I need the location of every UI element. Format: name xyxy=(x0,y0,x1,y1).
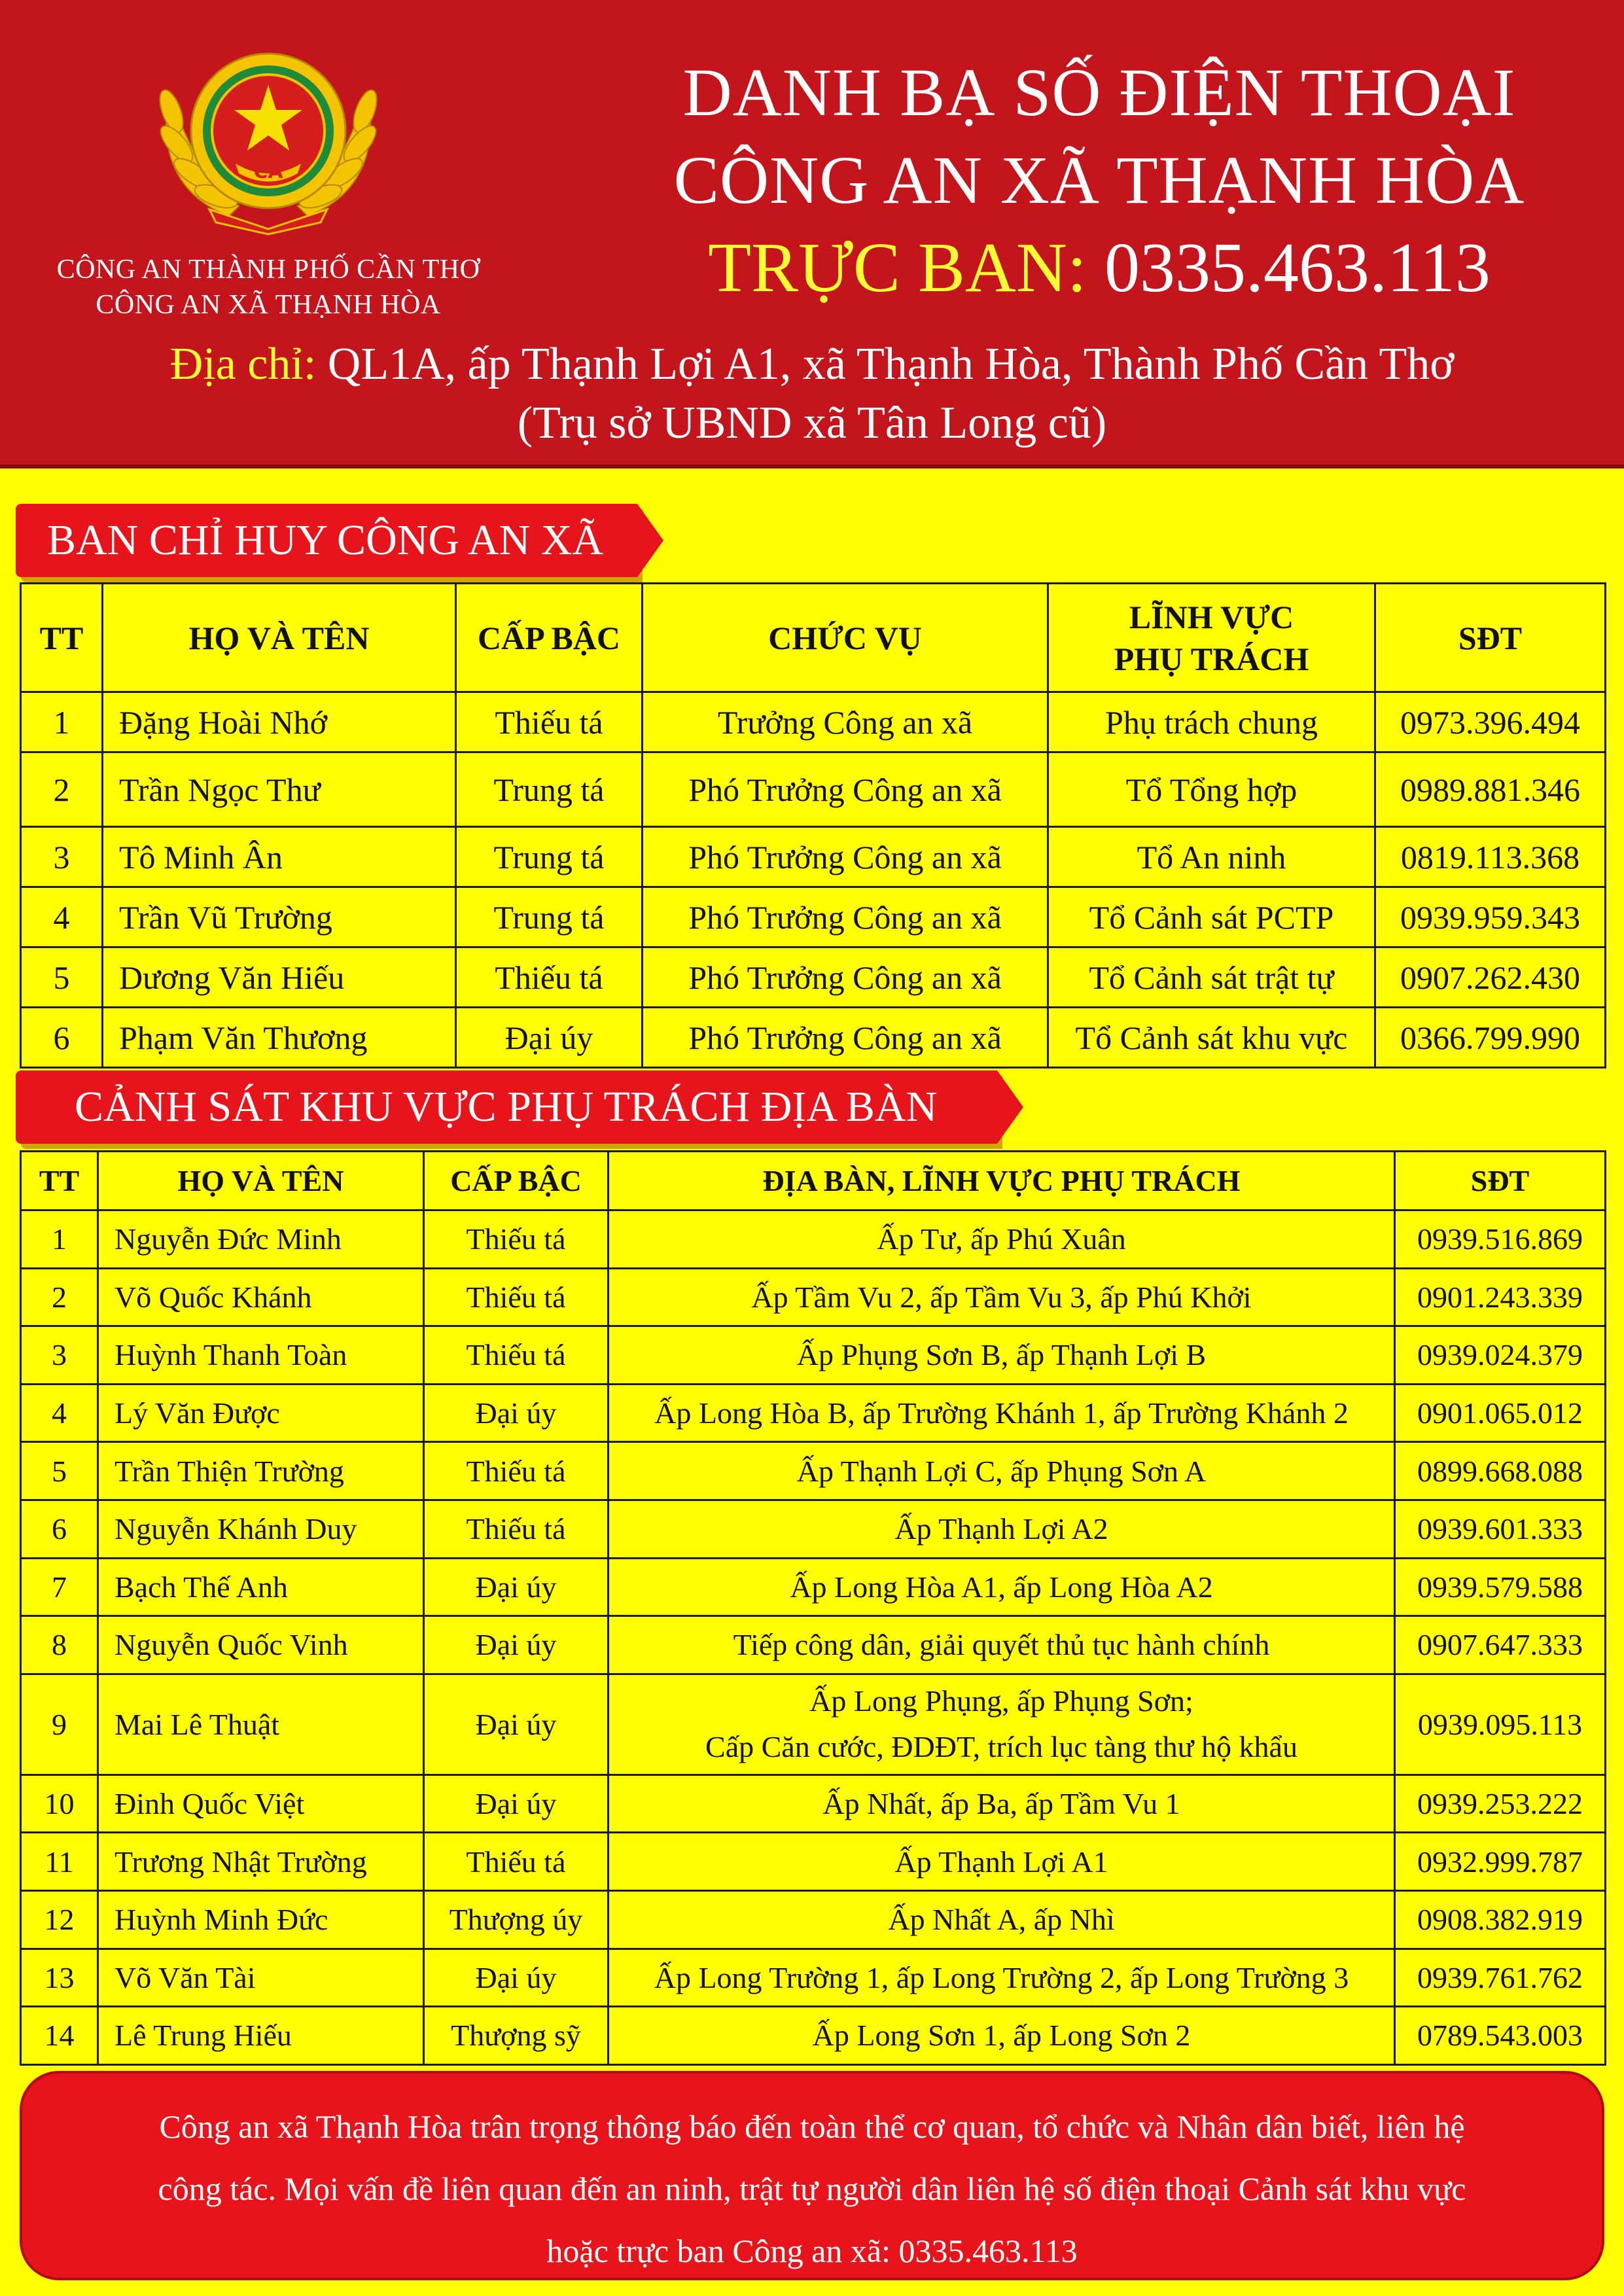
cell-phone: 0819.113.368 xyxy=(1375,827,1606,887)
cell-field: Phụ trách chung xyxy=(1048,692,1375,752)
cell-field: Tổ Tổng hợp xyxy=(1048,752,1375,827)
cell-rank: Thượng sỹ xyxy=(424,2007,609,2065)
cell-area: Ấp Nhất A, ấp Nhì xyxy=(609,1890,1395,1949)
cell-rank: Thiếu tá xyxy=(424,1326,609,1385)
cell-name: Trần Ngọc Thư xyxy=(103,752,456,827)
cell-position: Phó Trưởng Công an xã xyxy=(643,1008,1048,1068)
table-row xyxy=(21,887,1606,947)
cell-phone: 0901.065.012 xyxy=(1395,1384,1606,1442)
cell-phone: 0939.579.588 xyxy=(1395,1558,1606,1616)
cell-name: Đinh Quốc Việt xyxy=(98,1775,424,1833)
table-row xyxy=(21,1674,1606,1775)
cell-phone: 0939.024.379 xyxy=(1395,1326,1606,1385)
section-title-area: CẢNH SÁT KHU VỰC PHỤ TRÁCH ĐỊA BÀN xyxy=(16,1070,997,1144)
cell-rank: Đại úy xyxy=(424,1558,609,1616)
cell-area xyxy=(609,1674,1395,1775)
cell-field: Tổ Cảnh sát trật tự xyxy=(1048,947,1375,1008)
header-rank: CẤP BẬC xyxy=(424,1152,609,1210)
cell-tt: 5 xyxy=(21,947,103,1008)
cell-tt: 8 xyxy=(21,1616,98,1674)
address-line xyxy=(0,335,1624,394)
cell-phone: 0907.262.430 xyxy=(1375,947,1606,1008)
cell-name: Huỳnh Thanh Toàn xyxy=(98,1326,424,1385)
cell-rank: Thiếu tá xyxy=(424,1210,609,1269)
cell-field: Tổ An ninh xyxy=(1048,827,1375,887)
cell-name: Trần Thiện Trường xyxy=(98,1442,424,1500)
org-line-commune: CÔNG AN XÃ THẠNH HÒA xyxy=(96,290,441,320)
table-header-row xyxy=(21,1152,1606,1210)
cell-phone: 0973.396.494 xyxy=(1375,692,1606,752)
table-row xyxy=(21,2007,1606,2065)
table-row xyxy=(21,1775,1606,1833)
cell-phone: 0939.959.343 xyxy=(1375,887,1606,947)
cell-tt: 6 xyxy=(21,1008,103,1068)
header-name: HỌ VÀ TÊN xyxy=(98,1152,424,1210)
cell-tt: 14 xyxy=(21,2007,98,2065)
cell-rank: Đại úy xyxy=(424,1775,609,1833)
cell-area-line-1: Ấp Long Phụng, ấp Phụng Sơn; xyxy=(809,1684,1193,1718)
command-table xyxy=(20,582,1606,1069)
cell-rank: Đại úy xyxy=(424,1616,609,1674)
cell-rank: Thiếu tá xyxy=(456,692,643,752)
cell-rank: Đại úy xyxy=(424,1949,609,2007)
page-title-line-1: DANH BẠ SỐ ĐIỆN THOẠI xyxy=(682,55,1516,130)
notice-line-2: công tác. Mọi vấn đề liên quan đến an ninh, trật tự người dân liên hệ số điện thoại Cảnh sát khu vực xyxy=(158,2170,1466,2207)
cell-tt: 4 xyxy=(21,887,103,947)
hotline-number: 0335.463.113 xyxy=(1104,229,1491,307)
cell-area-line-2: Cấp Căn cước, ĐDĐT, trích lục tàng thư hộ khẩu xyxy=(705,1730,1297,1764)
cell-name: Nguyễn Khánh Duy xyxy=(98,1500,424,1558)
cell-name: Trần Vũ Trường xyxy=(103,887,456,947)
cell-area: Ấp Nhất, ấp Ba, ấp Tầm Vu 1 xyxy=(609,1775,1395,1833)
cell-rank: Trung tá xyxy=(456,752,643,827)
header-tt: TT xyxy=(21,584,103,692)
cell-tt: 4 xyxy=(21,1384,98,1442)
cell-rank: Thiếu tá xyxy=(424,1268,609,1326)
cell-rank: Thiếu tá xyxy=(424,1500,609,1558)
cell-area: Tiếp công dân, giải quyết thủ tục hành chính xyxy=(609,1616,1395,1674)
cell-name: Nguyễn Quốc Vinh xyxy=(98,1616,424,1674)
cell-phone: 0908.382.919 xyxy=(1395,1890,1606,1949)
cell-phone: 0939.253.222 xyxy=(1395,1775,1606,1833)
section-title-command: BAN CHỈ HUY CÔNG AN XÃ xyxy=(16,504,637,577)
cell-area: Ấp Phụng Sơn B, ấp Thạnh Lợi B xyxy=(609,1326,1395,1385)
table-row xyxy=(21,1890,1606,1949)
cell-tt: 3 xyxy=(21,827,103,887)
cell-position: Phó Trưởng Công an xã xyxy=(643,827,1048,887)
header-area: ĐỊA BÀN, LĨNH VỰC PHỤ TRÁCH xyxy=(609,1152,1395,1210)
cell-name: Võ Văn Tài xyxy=(98,1949,424,2007)
table-row xyxy=(21,752,1606,827)
cell-area: Ấp Tầm Vu 2, ấp Tầm Vu 3, ấp Phú Khởi xyxy=(609,1268,1395,1326)
cell-name: Phạm Văn Thương xyxy=(103,1008,456,1068)
header-banner xyxy=(0,0,1624,468)
cell-tt: 5 xyxy=(21,1442,98,1500)
table-row xyxy=(21,1558,1606,1616)
cell-tt: 1 xyxy=(21,692,103,752)
cell-rank: Đại úy xyxy=(424,1674,609,1775)
cell-name: Huỳnh Minh Đức xyxy=(98,1890,424,1949)
table-row xyxy=(21,947,1606,1008)
cell-phone: 0939.601.333 xyxy=(1395,1500,1606,1558)
cell-name: Đặng Hoài Nhớ xyxy=(103,692,456,752)
police-emblem-icon xyxy=(131,33,406,236)
cell-position: Phó Trưởng Công an xã xyxy=(643,887,1048,947)
cell-phone: 0939.095.113 xyxy=(1395,1674,1606,1775)
table-row xyxy=(21,1949,1606,2007)
notice-line-1: Công an xã Thạnh Hòa trân trọng thông báo đến toàn thể cơ quan, tổ chức và Nhân dân biết, liên hệ xyxy=(159,2108,1465,2145)
cell-area: Ấp Long Sơn 1, ấp Long Sơn 2 xyxy=(609,2007,1395,2065)
notice-box xyxy=(20,2071,1604,2280)
table-row xyxy=(21,1326,1606,1385)
cell-tt: 3 xyxy=(21,1326,98,1385)
cell-rank: Thiếu tá xyxy=(456,947,643,1008)
header-phone: SĐT xyxy=(1395,1152,1606,1210)
page-title-line-2: CÔNG AN XÃ THẠNH HÒA xyxy=(673,143,1525,218)
cell-rank: Đại úy xyxy=(456,1008,643,1068)
table-row xyxy=(21,1268,1606,1326)
cell-area: Ấp Long Hòa A1, ấp Long Hòa A2 xyxy=(609,1558,1395,1616)
cell-name: Lý Văn Được xyxy=(98,1384,424,1442)
cell-phone: 0789.543.003 xyxy=(1395,2007,1606,2065)
header-rank: CẤP BẬC xyxy=(456,584,643,692)
cell-tt: 10 xyxy=(21,1775,98,1833)
cell-rank: Đại úy xyxy=(424,1384,609,1442)
cell-name: Bạch Thế Anh xyxy=(98,1558,424,1616)
cell-rank: Thiếu tá xyxy=(424,1442,609,1500)
header-field-line-2: PHỤ TRÁCH xyxy=(1114,640,1309,677)
cell-area: Ấp Long Trường 1, ấp Long Trường 2, ấp Long Trường 3 xyxy=(609,1949,1395,2007)
cell-name: Tô Minh Ân xyxy=(103,827,456,887)
cell-rank: Trung tá xyxy=(456,887,643,947)
cell-phone: 0366.799.990 xyxy=(1375,1008,1606,1068)
cell-tt: 11 xyxy=(21,1833,98,1891)
notice-line-3: hoặc trực ban Công an xã: 0335.463.113 xyxy=(546,2233,1078,2269)
cell-phone: 0989.881.346 xyxy=(1375,752,1606,827)
cell-name: Dương Văn Hiếu xyxy=(103,947,456,1008)
svg-text:CA: CA xyxy=(253,160,283,183)
cell-phone: 0907.647.333 xyxy=(1395,1616,1606,1674)
hotline-label: TRỰC BAN: xyxy=(708,229,1087,307)
cell-phone: 0939.761.762 xyxy=(1395,1949,1606,2007)
org-line-city: CÔNG AN THÀNH PHỐ CẦN THƠ xyxy=(56,255,480,285)
header-name: HỌ VÀ TÊN xyxy=(103,584,456,692)
cell-name: Trương Nhật Trường xyxy=(98,1833,424,1891)
cell-name: Lê Trung Hiếu xyxy=(98,2007,424,2065)
cell-tt: 6 xyxy=(21,1500,98,1558)
cell-area: Ấp Thạnh Lợi C, ấp Phụng Sơn A xyxy=(609,1442,1395,1500)
header-position: CHỨC VỤ xyxy=(643,584,1048,692)
cell-tt: 7 xyxy=(21,1558,98,1616)
cell-tt: 9 xyxy=(21,1674,98,1775)
cell-name: Nguyễn Đức Minh xyxy=(98,1210,424,1269)
address-note: (Trụ sở UBND xã Tân Long cũ) xyxy=(517,398,1107,448)
table-header-row xyxy=(21,584,1606,692)
table-row xyxy=(21,692,1606,752)
cell-position: Phó Trưởng Công an xã xyxy=(643,752,1048,827)
cell-position: Trưởng Công an xã xyxy=(643,692,1048,752)
address-label: Địa chỉ: xyxy=(169,339,317,389)
cell-tt: 1 xyxy=(21,1210,98,1269)
table-row xyxy=(21,1210,1606,1269)
cell-area: Ấp Thạnh Lợi A1 xyxy=(609,1833,1395,1891)
table-row xyxy=(21,827,1606,887)
cell-area: Ấp Long Hòa B, ấp Trường Khánh 1, ấp Trường Khánh 2 xyxy=(609,1384,1395,1442)
cell-field: Tổ Cảnh sát PCTP xyxy=(1048,887,1375,947)
cell-phone: 0901.243.339 xyxy=(1395,1268,1606,1326)
header-tt: TT xyxy=(21,1152,98,1210)
table-row xyxy=(21,1500,1606,1558)
table-row xyxy=(21,1833,1606,1891)
cell-field: Tổ Cảnh sát khu vực xyxy=(1048,1008,1375,1068)
area-table xyxy=(20,1150,1606,2066)
cell-phone: 0932.999.787 xyxy=(1395,1833,1606,1891)
header-phone: SĐT xyxy=(1375,584,1606,692)
cell-tt: 2 xyxy=(21,752,103,827)
table-row xyxy=(21,1384,1606,1442)
cell-rank: Thượng úy xyxy=(424,1890,609,1949)
cell-name: Võ Quốc Khánh xyxy=(98,1268,424,1326)
cell-area: Ấp Thạnh Lợi A2 xyxy=(609,1500,1395,1558)
cell-position: Phó Trưởng Công an xã xyxy=(643,947,1048,1008)
table-row xyxy=(21,1008,1606,1068)
cell-tt: 13 xyxy=(21,1949,98,2007)
org-name-block xyxy=(20,252,517,323)
cell-area: Ấp Tư, ấp Phú Xuân xyxy=(609,1210,1395,1269)
cell-phone: 0899.668.088 xyxy=(1395,1442,1606,1500)
cell-phone: 0939.516.869 xyxy=(1395,1210,1606,1269)
cell-rank: Thiếu tá xyxy=(424,1833,609,1891)
table-row xyxy=(21,1442,1606,1500)
hotline xyxy=(589,229,1610,308)
header-field xyxy=(1048,584,1375,692)
cell-tt: 2 xyxy=(21,1268,98,1326)
cell-name: Mai Lê Thuật xyxy=(98,1674,424,1775)
address-value: QL1A, ấp Thạnh Lợi A1, xã Thạnh Hòa, Thành Phố Cần Thơ xyxy=(327,339,1455,389)
table-row xyxy=(21,1616,1606,1674)
header-field-line-1: LĨNH VỰC xyxy=(1129,598,1294,635)
cell-tt: 12 xyxy=(21,1890,98,1949)
cell-rank: Trung tá xyxy=(456,827,643,887)
